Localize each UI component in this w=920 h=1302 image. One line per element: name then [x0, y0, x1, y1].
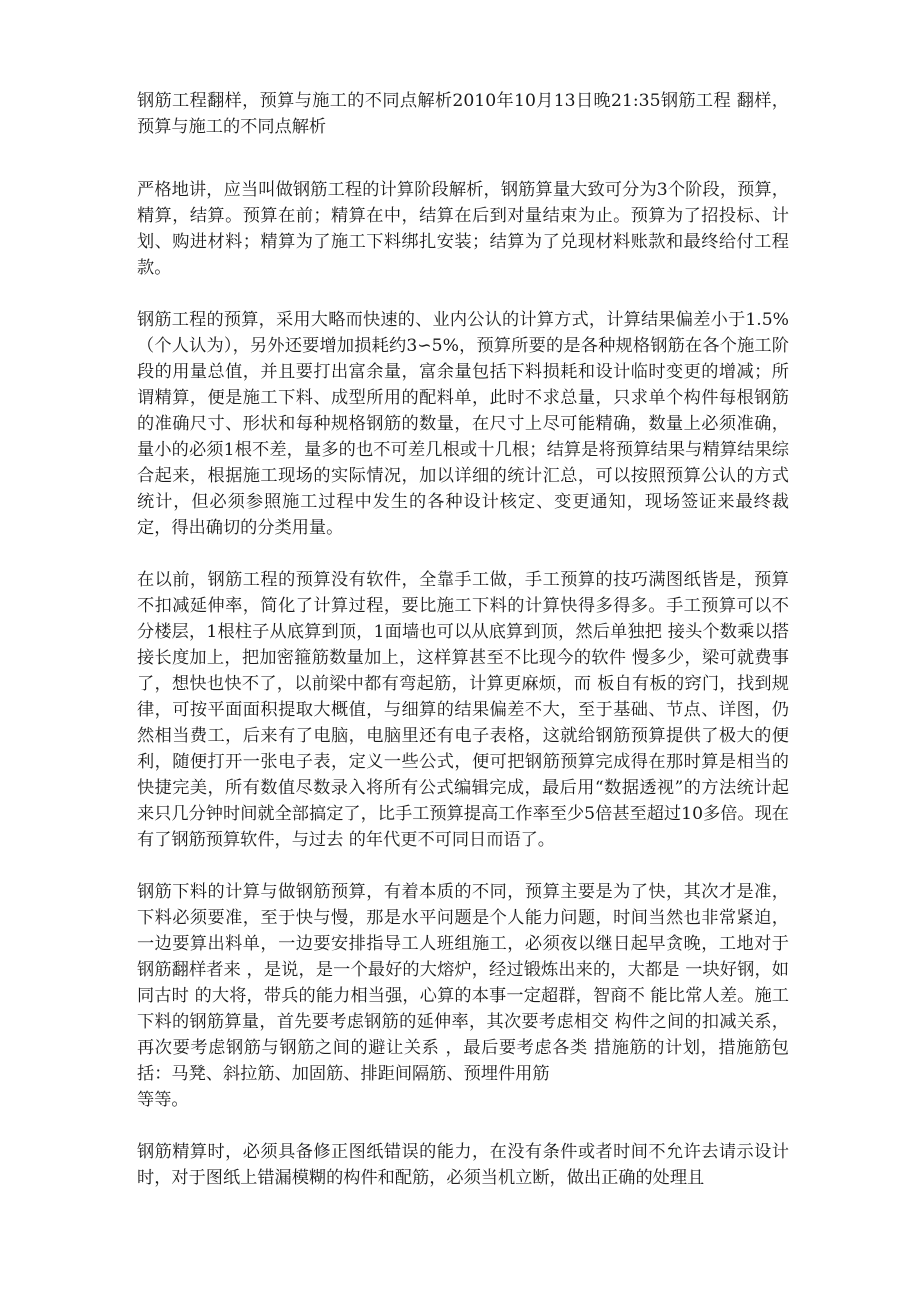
paragraph-cutting-calculation: 钢筋下料的计算与做钢筋预算，有着本质的不同，预算主要是为了快，其次才是准，下料必须要准，至于快与慢，那是水平问题是个人能力问题，时间当然也非常紧迫，一边要算出料单，一边要安排指导工人班组施工，必须夜以继日起早贪晚，工地对于钢筋翻样者来 ，是说，是一个最好的大熔炉，经过锻炼出来的，大都是 一块好钢，如同古时 的大将，带兵的能力相当强，心算的本事一定超群，智商不 能比常人差。施工下料的钢筋算量，首先要考虑钢筋的延伸率，其次要考虑相交 构件之间的扣减关系，再次要考虑钢筋与钢筋之间的避让关系 ，最后要考虑各类 措施筋的计划，措施筋包括：马凳、斜拉筋、加固筋、排距间隔筋、预埋件用筋 — [137, 882, 789, 1084]
document-page — [137, 88, 789, 1217]
paragraph-budget-method: 钢筋工程的预算，采用大略而快速的、业内公认的计算方式，计算结果偏差小于1.5% （个人认为），另外还要增加损耗约3∽5%，预算所要的是各种规格钢筋在各个施工阶段的用量总值，并且要打出富余量，富余量包括下料损耗和设计临时变更的增减；所谓精算，便是施工下料、成型所用的配料单，此时不求总量，只求单个构件每根钢筋的准确尺寸、形状和每种规格钢筋的数量，在尺寸上尽可能精确，数量上必须准确，量小的必须1根不差，量多的也不可差几根或十几根；结算是将预算结果与精算结果综合起来，根据施工现场的实际情况，加以详细的统计汇总，可以按照预算公认的方式统计，但必须参照施工过程中发生的各种设计核定、变更通知，现场签证来最终裁定，得出确切的分类用量。 — [137, 310, 789, 538]
paragraph-history-software: 在以前，钢筋工程的预算没有软件，全靠手工做，手工预算的技巧满图纸皆是，预算不扣减延伸率，简化了计算过程，要比施工下料的计算快得多得多。手工预算可以不分楼层，1根柱子从底算到顶，1面墙也可以从底算到顶，然后单独把 接头个数乘以搭接长度加上，把加密箍筋数量加上，这样算甚至不比现今的软件 慢多少，梁可就费事了，想快也快不了，以前梁中都有弯起筋，计算更麻烦，而 板自有板的窍门，找到规律，可按平面面积提取大概值，与细算的结果偏差不大，至于基础、节点、详图，仍然相当费工，后来有了电脑，电脑里还有电子表格，这就给钢筋预算提供了极大的便利，随便打开一张电子表，定义一些公式，便可把钢筋预算完成得在那时算是相当的快捷完美，所有数值尽数录入将所有公式编辑完成，最后用“数据透视”的方法统计起来只几分钟时间就全部搞定了，比手工预算提高工作率至少5倍甚至超过10多倍。现在有了钢筋预算软件，与过去 的年代更不可同日而语了。 — [137, 570, 789, 850]
document-title: 钢筋工程翻样，预算与施工的不同点解析2010年10月13日晚21:35钢筋工程 翻样，预算与施工的不同点解析 — [137, 91, 789, 137]
paragraph-cutting-tail: 等等。 — [137, 1090, 189, 1110]
paragraph-calculation-stages: 严格地讲，应当叫做钢筋工程的计算阶段解析，钢筋算量大致可分为3个阶段，预算，精算，结算。预算在前；精算在中，结算在后到对量结束为止。预算为了招投标、计划、购进材料；精算为了施工下料绑扎安装；结算为了兑现材料账款和最终给付工程款。 — [137, 180, 789, 278]
paragraph-precise-calculation: 钢筋精算时，必须具备修正图纸错误的能力，在没有条件或者时间不允许去请示设计时，对于图纸上错漏模糊的构件和配筋，必须当机立断，做出正确的处理且 — [137, 1142, 789, 1188]
